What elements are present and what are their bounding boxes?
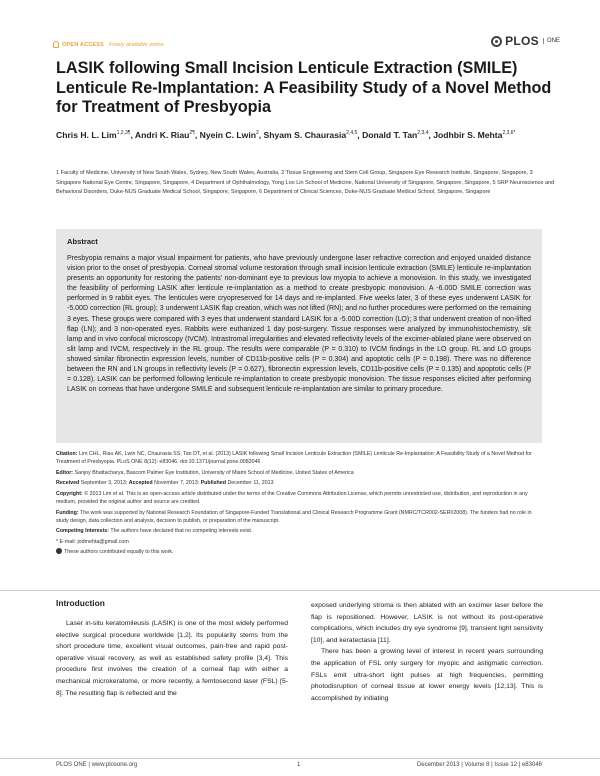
funding: Funding: The work was supported by National Research Foundation of Singapore-Funded Translational and Clinical Research Programme Grant (NMRC/TCR002-SERI/2008). The funders had no role in study design, data collection and analysis, decision to publish, or preparation of the manuscript. xyxy=(56,509,532,524)
footer-journal: PLOS ONE | www.plosone.org xyxy=(56,762,138,768)
author: Donald T. Tan$^{2,3,4}$, xyxy=(362,129,434,140)
copyright: Copyright: © 2013 Lim et al. This is an open-access article distributed under the terms of the Creative Commons Attribution License, which permits unrestricted use, distribution, and reproduction in any medium, provided the original author and source are credited. xyxy=(56,491,528,505)
footer-divider xyxy=(0,758,600,759)
open-access-badge xyxy=(53,41,164,48)
abstract-heading: Abstract xyxy=(67,237,98,246)
abstract-text: Presbyopia remains a major visual impairment for patients, who have previously undergone laser refractive correction and enjoyed unaided distance vision prior to the onset of presbyopia. Corneal stromal volume restoration through small incision lenticule extraction (SMILE) lenticule re-implantation presents an opportunity for restoring the patients’ non-dominant eye to previous low myopia to achieve a monovision. In this study, we investigated the feasibility of performing LASIK after lenticule re-implantation as a method to create presbyopic monovision. A -6.00D SMILE correction was performed in 9 rabbit eyes. The lenticules were cryopreserved for 14 days and re-implanted. Five weeks later, 3 of these eyes underwent LASIK for -5.00D correction (RL group); 3 underwent LASIK flap creation, which was not lifted (RN); and no further procedures were performed on the remaining 3 eyes. These groups were compared with 3 eyes that underwent standard LASIK for a -5.00D correction (LO); 3 that underwent creation of non-lifted flap (LN); and 3 non-operated eyes. Rabbits were euthanized 1 day post-surgery. Tissue responses were analyzed by immunohistochemistry, slit lamp and in vivo confocal microscopy (IVCM). Intrastromal irregularities and elevated reflectivity levels of the excimer-ablated plane were observed on slit lamp and IVCM, respectively in the RL group. The results were comparable (P = 0.310) to IVCM findings in the LO group. RL and LO groups showed similar fibronectin expression levels, number of CD11b-positive cells (P = 0.304) and apoptotic cells (P = 0.198). There was no difference between the RN and LN groups in reflectivity levels (P = 0.627), fibronectin expression levels, CD11b-positive cells (P = 0.135) and apoptotic cells (P = 0.128). LASIK can be performed following lenticule re-implantation to create presbyopic monovision. The tissue responses elicited after performing LASIK on corneas that have undergone SMILE and subsequent lenticule re-implantation are similar to primary procedure. xyxy=(67,255,531,394)
article-title: LASIK following Small Incision Lenticule Extraction (SMILE) Lenticule Re-Implantation: A Feasibility Study of a Novel Method for Treatment of Presbyopia xyxy=(56,59,552,116)
body-paragraph: exposed underlying stroma is then ablated with an excimer laser before the flap is repositioned. However, LASIK is not without its post-operative complications, which includes dry eye syndrome [9], transient light sensitivity [10], and keratectasia [11]. xyxy=(311,602,543,644)
editor: Editor: Sanjoy Bhattacharya, Bascom Palmer Eye Institution, University of Miami School of Medicine, United States of America xyxy=(56,469,354,476)
author: Jodhbir S. Mehta$^{2,3,6*}$ xyxy=(433,129,516,140)
author-list xyxy=(56,127,556,142)
body-paragraph: There has been a growing level of interest in recent years surrounding the application of FSL only surgery for myopic and astigmatic correction. FSLs emit ultra-short light pulses at high frequencies, permitting photodisruption of corneal tissue at lower energy levels [12,13]. This is accomplished by initiating xyxy=(311,648,543,702)
open-access-label: OPEN ACCESS xyxy=(62,41,105,48)
author: Nyein C. Lwin$^2$, xyxy=(199,129,264,140)
affiliations: 1 Faculty of Medicine, University of New South Wales, Sydney, New South Wales, Australia, 2 Tissue Engineering and Stem Cell Group, Singapore Eye Research Institute, Singapore, Singapore, 3 Singapore National Eye Centre, Singapore, Singapore, 4 Department of Ophthalmology, Yong Loo Lin School of Medicine, National University of Singapore, Singapore, Singapore, 5 SRP Neuroscience and Behavioral Disorders, Duke-NUS Graduate Medical School, Singapore, Singapore, 6 Department of Clinical Sciences, Duke-NUS Graduate Medical School, Singapore, Singapore xyxy=(56,170,555,196)
article-metadata xyxy=(56,451,542,560)
author: Chris H. L. Lim$^{1,2,3\P}$, xyxy=(56,129,135,140)
section-divider xyxy=(0,590,600,591)
plos-logo-icon xyxy=(491,36,502,47)
body-column-left xyxy=(56,618,288,699)
citation: Citation: Lim CHL, Riau AK, Lwin NC, Chaurasia SS, Tan DT, et al. (2013) LASIK following Small Incision Lenticule Extraction (SMILE) Lenticule Re-Implantation: A Feasibility Study of a Novel Method for Treatment of Presbyopia. PLoS ONE 8(12): e83046. doi:10.1371/journal.pone.0083046 xyxy=(56,451,532,465)
author: Andri K. Riau$^{2\P}$, xyxy=(134,129,200,140)
plos-logo-text: PLOS xyxy=(505,34,539,48)
equal-contribution-note: These authors contributed equally to this work. xyxy=(56,548,542,557)
body-paragraph: Laser in-situ keratomileusis (LASIK) is one of the most widely performed elective surgical procedure worldwide [1,2]. Its popularity stems from the short procedure time, excellent visual outcomes, pain-free and rapid post-operative visual recovery, as well as established safety profile [3,4]. This procedure first involves the creation of a corneal flap with either a mechanical microkeratome, or more recently, a femtosecond laser (FSL) [5-8]. The resulting flap is reflected and the xyxy=(56,620,288,697)
corresponding-email: * E-mail: jodmehta@gmail.com xyxy=(56,539,129,546)
page-number: 1 xyxy=(297,762,301,768)
equal-contribution-icon xyxy=(56,548,62,554)
dates: Received September 3, 2013; Accepted November 7, 2013; Published December 11, 2013 xyxy=(56,480,274,487)
plos-logo-journal: ONE xyxy=(543,38,560,44)
plos-one-logo xyxy=(491,34,560,48)
open-lock-icon xyxy=(53,41,59,48)
competing-interests: Competing Interests: The authors have declared that no competing interests exist. xyxy=(56,528,253,535)
body-column-right xyxy=(311,600,543,704)
abstract-box xyxy=(56,229,542,443)
introduction-heading: Introduction xyxy=(56,598,105,608)
journal-header xyxy=(0,0,600,48)
open-access-note: Freely available online xyxy=(109,41,164,48)
author: Shyam S. Chaurasia$^{2,4,5}$, xyxy=(263,129,363,140)
footer-issue: December 2013 | Volume 8 | Issue 12 | e83046 xyxy=(416,762,542,768)
